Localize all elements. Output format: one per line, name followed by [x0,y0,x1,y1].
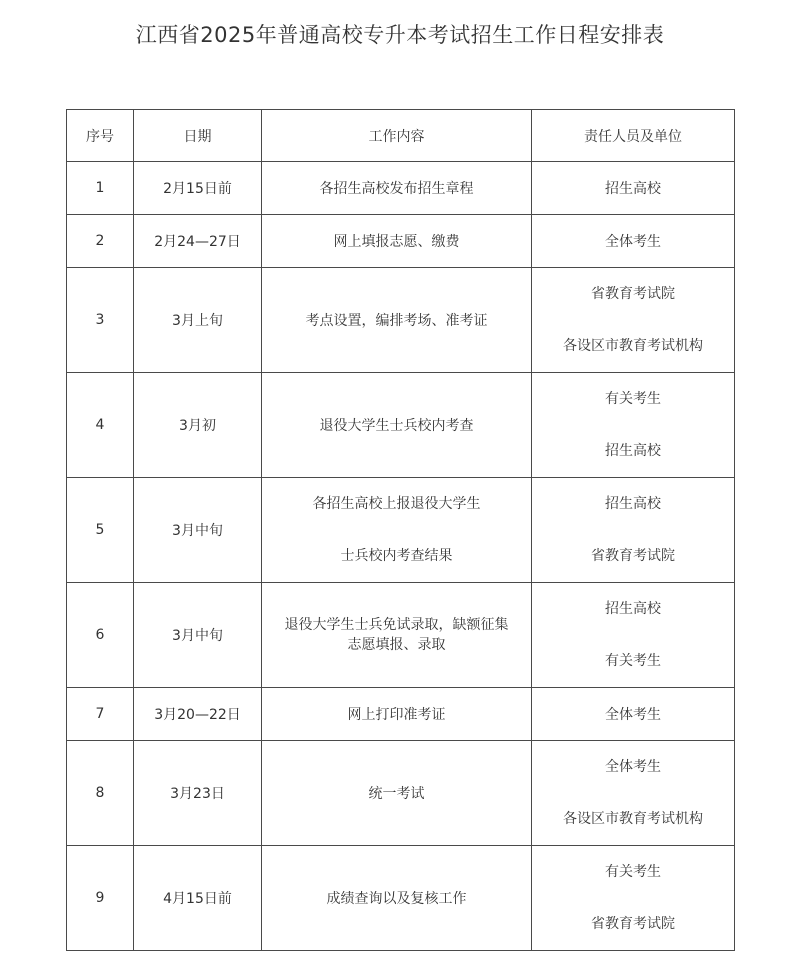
cell-owner [532,583,735,688]
cell-owner [532,741,735,846]
cell-date: 3月上旬 [134,268,262,373]
owner-line: 招生高校 [605,601,661,617]
owner-line: 省教育考试院 [591,548,675,564]
owner-line: 有关考生 [605,864,661,880]
cell-content: 考点设置，编排考场、准考证 [262,268,532,373]
header-cell-owner: 责任人员及单位 [532,110,735,162]
cell-date: 3月中旬 [134,478,262,583]
table-row [67,268,735,373]
header-cell-content: 工作内容 [262,110,532,162]
cell-content: 退役大学生士兵校内考查 [262,373,532,478]
owner-line: 各设区市教育考试机构 [563,338,703,354]
cell-content [262,583,532,688]
content-line: 士兵校内考查结果 [340,548,453,564]
owner-line: 全体考生 [605,759,661,775]
content-line: 退役大学生士兵免试录取，缺额征集 [284,617,509,633]
cell-owner [532,478,735,583]
cell-no: 1 [67,162,134,215]
cell-owner [532,268,735,373]
table-row [67,846,735,951]
owner-line: 省教育考试院 [591,286,675,302]
cell-date: 2月15日前 [134,162,262,215]
cell-content: 网上打印准考证 [262,688,532,741]
cell-content: 统一考试 [262,741,532,846]
cell-no: 3 [67,268,134,373]
cell-content: 成绩查询以及复核工作 [262,846,532,951]
cell-no: 7 [67,688,134,741]
cell-date: 3月初 [134,373,262,478]
cell-date: 3月20—22日 [134,688,262,741]
cell-date: 2月24—27日 [134,215,262,268]
cell-content [262,478,532,583]
table-row [67,741,735,846]
cell-owner: 全体考生 [532,688,735,741]
table-row [67,583,735,688]
owner-line: 各设区市教育考试机构 [563,811,703,827]
header-cell-date: 日期 [134,110,262,162]
owner-line: 有关考生 [605,391,661,407]
header-cell-no: 序号 [67,110,134,162]
cell-no: 8 [67,741,134,846]
cell-owner [532,373,735,478]
content-line: 志愿填报、录取 [347,637,446,653]
cell-no: 4 [67,373,134,478]
cell-content: 网上填报志愿、缴费 [262,215,532,268]
page-title: 江西省2025年普通高校专升本考试招生工作日程安排表 [135,23,665,47]
cell-date: 3月中旬 [134,583,262,688]
table-row [67,162,735,215]
table-row [67,215,735,268]
schedule-table [66,109,735,951]
cell-no: 5 [67,478,134,583]
table-row [67,688,735,741]
owner-line: 招生高校 [605,443,661,459]
cell-no: 6 [67,583,134,688]
owner-line: 省教育考试院 [591,916,675,932]
cell-date: 4月15日前 [134,846,262,951]
cell-owner: 招生高校 [532,162,735,215]
cell-date: 3月23日 [134,741,262,846]
owner-line: 招生高校 [605,496,661,512]
content-line: 各招生高校上报退役大学生 [312,496,481,512]
cell-owner: 全体考生 [532,215,735,268]
cell-owner [532,846,735,951]
cell-content: 各招生高校发布招生章程 [262,162,532,215]
table-header-row [67,110,735,162]
table-row [67,373,735,478]
table-row [67,478,735,583]
cell-no: 2 [67,215,134,268]
owner-line: 有关考生 [605,653,661,669]
cell-no: 9 [67,846,134,951]
